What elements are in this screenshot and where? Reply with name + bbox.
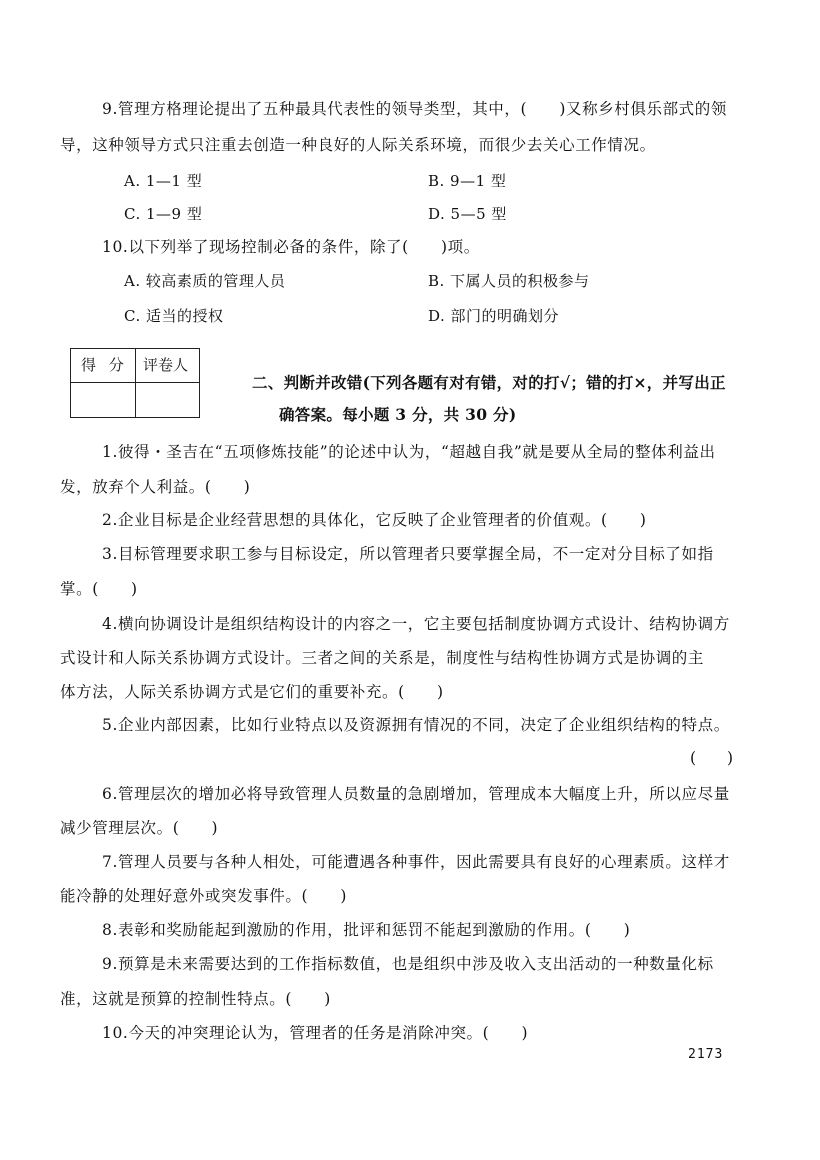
grader-label: 评卷人	[143, 356, 189, 374]
mc-q10-option-c: C. 适当的授权	[124, 307, 224, 325]
score-table-divider	[135, 349, 136, 417]
tf-q3-line2: 掌。( )	[60, 580, 138, 598]
tf-q1-line1: 1.彼得・圣吉在“五项修炼技能”的论述中认为，“超越自我”就是要从全局的整体利益出	[102, 443, 716, 461]
mc-q10-option-a: A. 较高素质的管理人员	[124, 272, 286, 290]
mc-q9-option-a: A. 1—1 型	[124, 172, 203, 190]
mc-q10-line1: 10.以下列举了现场控制必备的条件，除了( )项。	[102, 238, 480, 256]
page-number: 2173	[688, 1047, 724, 1062]
tf-q10-line1: 10.今天的冲突理论认为，管理者的任务是消除冲突。( )	[102, 1024, 529, 1042]
mc-q9-line2: 导，这种领导方式只注重去创造一种良好的人际关系环境，而很少去关心工作情况。	[60, 136, 656, 154]
section-title-line1: 二、判断并改错(下列各题有对有错，对的打√；错的打×，并写出正	[252, 373, 726, 392]
tf-q5-answer-paren: ( )	[690, 749, 734, 767]
section-title-line2: 确答案。每小题 3 分，共 30 分)	[279, 405, 517, 424]
tf-q7-line1: 7.管理人员要与各种人相处，可能遭遇各种事件，因此需要具有良好的心理素质。这样才	[102, 853, 730, 871]
mc-q9-option-c: C. 1—9 型	[124, 205, 203, 223]
tf-q1-line2: 发，放弃个人利益。( )	[60, 478, 251, 496]
tf-q9-line2: 准，这就是预算的控制性特点。( )	[60, 990, 331, 1008]
tf-q4-line3: 体方法，人际关系协调方式是它们的重要补充。( )	[60, 683, 444, 701]
tf-q7-line2: 能冷静的处理好意外或突发事件。( )	[60, 887, 347, 905]
score-table	[70, 348, 200, 418]
mc-q10-option-b: B. 下属人员的积极参与	[428, 272, 590, 290]
tf-q4-line1: 4.横向协调设计是组织结构设计的内容之一，它主要包括制度协调方式设计、结构协调方	[102, 615, 730, 633]
tf-q8-line1: 8.表彰和奖励能起到激励的作用，批评和惩罚不能起到激励的作用。( )	[102, 921, 631, 939]
tf-q5-line1: 5.企业内部因素，比如行业特点以及资源拥有情况的不同，决定了企业组织结构的特点。	[102, 716, 730, 734]
tf-q6-line1: 6.管理层次的增加必将导致管理人员数量的急剧增加，管理成本大幅度上升，所以应尽量	[102, 785, 730, 803]
score-label: 得 分	[81, 356, 128, 374]
tf-q6-line2: 减少管理层次。( )	[60, 819, 219, 837]
tf-q4-line2: 式设计和人际关系协调方式设计。三者之间的关系是，制度性与结构性协调方式是协调的主	[60, 649, 705, 667]
mc-q9-line1: 9.管理方格理论提出了五种最具代表性的领导类型，其中，( )又称乡村俱乐部式的领	[102, 100, 727, 118]
tf-q3-line1: 3.目标管理要求职工参与目标设定，所以管理者只要掌握全局，不一定对分目标了如指	[102, 545, 714, 563]
tf-q2-line1: 2.企业目标是企业经营思想的具体化，它反映了企业管理者的价值观。( )	[102, 511, 647, 529]
mc-q9-option-b: B. 9—1 型	[428, 172, 507, 190]
mc-q9-option-d: D. 5—5 型	[428, 205, 507, 223]
tf-q9-line1: 9.预算是未来需要达到的工作指标数值，也是组织中涉及收入支出活动的一种数量化标	[102, 955, 714, 973]
mc-q10-option-d: D. 部门的明确划分	[428, 307, 560, 325]
